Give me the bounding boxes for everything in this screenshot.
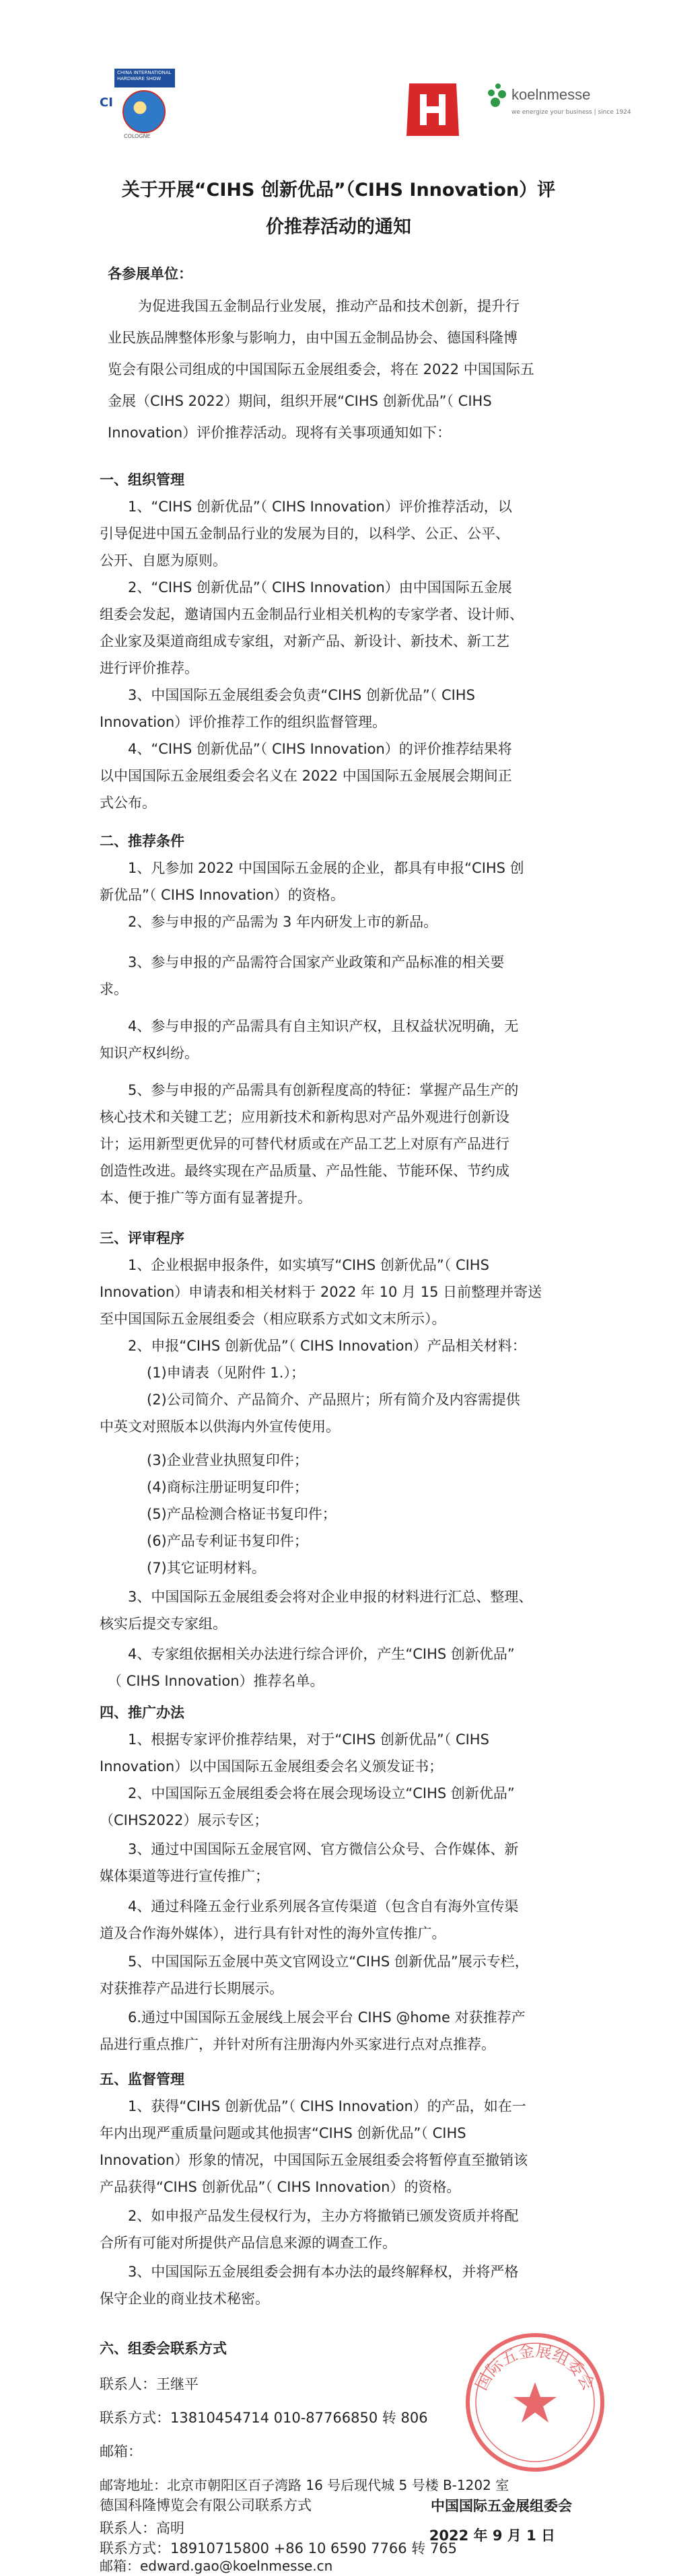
body-line: 保守企业的商业技术秘密。	[100, 2291, 269, 2307]
cihs-logo-band: CHINA INTERNATIONAL HARDWARE SHOW	[114, 69, 175, 87]
contact-line: 德国科隆博览会有限公司联系方式	[100, 2497, 312, 2513]
body-line: 2、申报“CIHS 创新优品”（ CIHS Innovation）产品相关材料：	[128, 1338, 526, 1354]
body-line: 1、企业根据申报条件，如实填写“CIHS 创新优品”（ CIHS	[128, 1257, 489, 1273]
title-line: 价推荐活动的通知	[266, 217, 411, 238]
body-line: 引导促进中国五金制品行业的发展为目的，以科学、公正、公平、	[100, 526, 509, 542]
contact-line: 邮寄地址：北京市朝阳区百子湾路 16 号后现代城 5 号楼 B-1202 室	[100, 2477, 509, 2493]
body-line: 3、通过中国国际五金展官网、官方微信公众号、合作媒体、新	[128, 1841, 519, 1857]
section-heading: 四、推广办法	[100, 1705, 184, 1721]
body-line: 以中国国际五金展组委会名义在 2022 中国国际五金展展会期间正	[100, 768, 512, 784]
section-heading: 五、监督管理	[100, 2071, 184, 2087]
body-line: Innovation）以中国国际五金展组委会名义颁发证书；	[100, 1758, 444, 1775]
body-line: 计；运用新型更优异的可替代材质或在产品工艺上对原有产品进行	[100, 1136, 509, 1152]
body-line: 中英文对照版本以供海内外宣传使用。	[100, 1419, 340, 1435]
section-heading: 三、评审程序	[100, 1230, 184, 1246]
intro-line: 业民族品牌整体形象与影响力，由中国五金制品协会、德国科隆博	[108, 330, 518, 346]
body-line: 2、如申报产品发生侵权行为，主办方将撤销已颁发资质并将配	[128, 2208, 519, 2224]
body-line: 3、中国国际五金展组委会负责“CIHS 创新优品”（ CIHS	[128, 687, 475, 703]
body-line: 合所有可能对所提供产品信息来源的调查工作。	[100, 2235, 396, 2251]
body-line: 道及合作海外媒体），进行具有针对性的海外宣传推广。	[100, 1925, 446, 1941]
body-line: (5)产品检测合格证书复印件；	[147, 1506, 336, 1522]
koelnmesse-brand: koelnmesse	[511, 86, 591, 103]
body-line: 5、参与申报的产品需具有创新程度高的特征：掌握产品生产的	[128, 1082, 519, 1098]
body-line: 4、参与申报的产品需具有自主知识产权，且权益状况明确，无	[128, 1018, 519, 1034]
cihs-logo-sub: COLOGNE	[124, 133, 151, 139]
h-logo-icon	[404, 81, 462, 139]
body-line: 核实后提交专家组。	[100, 1616, 227, 1632]
body-line: (7)其它证明材料。	[147, 1560, 266, 1576]
body-line: 1、获得“CIHS 创新优品”（ CIHS Innovation）的产品，如在一	[128, 2098, 526, 2114]
body-line: 3、参与申报的产品需符合国家产业政策和产品标准的相关要	[128, 954, 505, 970]
body-line: 核心技术和关键工艺；应用新技术和新构思对产品外观进行创新设	[100, 1109, 509, 1125]
body-line: 本、便于推广等方面有显著提升。	[100, 1190, 312, 1206]
section-heading: 六、组委会联系方式	[100, 2340, 227, 2357]
intro-line: 览会有限公司组成的中国国际五金展组委会，将在 2022 中国国际五	[108, 361, 534, 378]
body-line: 1、根据专家评价推荐结果，对于“CIHS 创新优品”（ CIHS	[128, 1731, 489, 1748]
koelnmesse-logo	[485, 79, 631, 140]
body-line: (6)产品专利证书复印件；	[147, 1533, 308, 1549]
section-heading: 二、推荐条件	[100, 833, 184, 849]
salutation: 各参展单位：	[108, 266, 192, 282]
body-line: (4)商标注册证明复印件；	[147, 1479, 308, 1495]
section-heading: 一、组织管理	[100, 472, 184, 488]
body-line: （CIHS2022）展示专区；	[100, 1812, 269, 1828]
contact-line: 联系方式：18910715800 +86 10 6590 7766 转 765	[100, 2540, 458, 2556]
body-line: 品进行重点推广，并针对所有注册海内外买家进行点对点推荐。	[100, 2036, 495, 2052]
body-line: 进行评价推荐。	[100, 660, 199, 676]
email-line: 邮箱：edward.gao@koelnmesse.cn	[100, 2558, 333, 2574]
body-line: 企业家及渠道商组成专家组，对新产品、新设计、新技术、新工艺	[100, 633, 509, 649]
contact-line: 邮箱：	[100, 2443, 142, 2460]
body-line: 产品获得“CIHS 创新优品”（ CIHS Innovation）的资格。	[100, 2179, 461, 2195]
intro-line: Innovation）评价推荐活动。现将有关事项通知如下：	[108, 425, 452, 441]
body-line: 2、“CIHS 创新优品”（ CIHS Innovation）由中国国际五金展	[128, 579, 512, 596]
body-line: 对获推荐产品进行长期展示。	[100, 1980, 283, 1997]
intro-line: 金展（CIHS 2022）期间，组织开展“CIHS 创新优品”（ CIHS	[108, 393, 492, 409]
body-line: 2、参与申报的产品需为 3 年内研发上市的新品。	[128, 914, 438, 930]
body-line: (2)公司简介、产品简介、产品照片；所有简介及内容需提供	[147, 1392, 520, 1408]
body-line: 年内出现严重质量问题或其他损害“CIHS 创新优品”（ CIHS	[100, 2125, 466, 2141]
cihs-logo-abbr: CI	[100, 96, 113, 110]
body-line: 求。	[100, 981, 128, 997]
body-line: 1、凡参加 2022 中国国际五金展的企业，都具有申报“CIHS 创	[128, 860, 524, 876]
body-line: 3、中国国际五金展组委会将对企业申报的材料进行汇总、整理、	[128, 1589, 533, 1605]
contact-line: 联系人：王继平	[100, 2376, 199, 2392]
title-line: 关于开展“CIHS 创新优品”（CIHS Innovation）评	[121, 180, 556, 201]
body-line: 4、专家组依据相关办法进行综合评价，产生“CIHS 创新优品”	[128, 1646, 515, 1662]
signature-org: 中国国际五金展组委会	[431, 2498, 572, 2514]
koelnmesse-dots-icon	[485, 82, 510, 109]
body-line: 媒体渠道等进行宣传推广；	[100, 1868, 269, 1884]
seal-text: 国际五金展组委会	[472, 2341, 598, 2394]
koelnmesse-tagline: we energize your business | since 1924	[511, 109, 631, 116]
body-line: 4、“CIHS 创新优品”（ CIHS Innovation）的评价推荐结果将	[128, 741, 512, 757]
body-line: 至中国国际五金展组委会（相应联系方式如文末所示）。	[100, 1311, 446, 1327]
body-line: (3)企业营业执照复印件；	[147, 1452, 308, 1468]
body-line: 组委会发起，邀请国内五金制品行业相关机构的专家学者、设计师、	[100, 606, 524, 622]
contact-line: 联系方式：13810454714 010-87766850 转 806	[100, 2410, 428, 2426]
body-line: （ CIHS Innovation）推荐名单。	[108, 1673, 324, 1689]
body-line: 新优品”（ CIHS Innovation）的资格。	[100, 887, 345, 903]
contact-line: 联系人：高明	[100, 2520, 184, 2536]
body-line: Innovation）评价推荐工作的组织监督管理。	[100, 714, 387, 730]
cihs-logo	[100, 69, 175, 144]
official-seal-icon	[461, 2328, 609, 2476]
body-line: (1)申请表（见附件 1.）；	[147, 1365, 305, 1381]
intro-line: 为促进我国五金制品行业发展，推动产品和技术创新，提升行	[138, 298, 520, 314]
body-line: 知识产权纠纷。	[100, 1045, 199, 1061]
body-line: 公开、自愿为原则。	[100, 552, 227, 569]
globe-icon	[122, 90, 166, 133]
body-line: Innovation）形象的情况，中国国际五金展组委会将暂停直至撤销该	[100, 2152, 528, 2168]
body-line: 创造性改进。最终实现在产品质量、产品性能、节能环保、节约成	[100, 1163, 509, 1179]
body-line: 2、中国国际五金展组委会将在展会现场设立“CIHS 创新优品”	[128, 1785, 515, 1801]
body-line: 5、中国国际五金展中英文官网设立“CIHS 创新优品”展示专栏，	[128, 1954, 529, 1970]
signature-date: 2022 年 9 月 1 日	[429, 2528, 555, 2544]
body-line: 3、中国国际五金展组委会拥有本办法的最终解释权，并将严格	[128, 2264, 519, 2280]
body-line: 式公布。	[100, 795, 156, 811]
body-line: Innovation）申请表和相关材料于 2022 年 10 月 15 日前整理并寄送	[100, 1284, 542, 1300]
body-line: 4、通过科隆五金行业系列展各宣传渠道（包含自有海外宣传渠	[128, 1898, 519, 1915]
body-line: 6.通过中国国际五金展线上展会平台 CIHS @home 对获推荐产	[128, 2009, 526, 2026]
page-title	[106, 172, 571, 246]
body-line: 1、“CIHS 创新优品”（ CIHS Innovation）评价推荐活动，以	[128, 499, 512, 515]
